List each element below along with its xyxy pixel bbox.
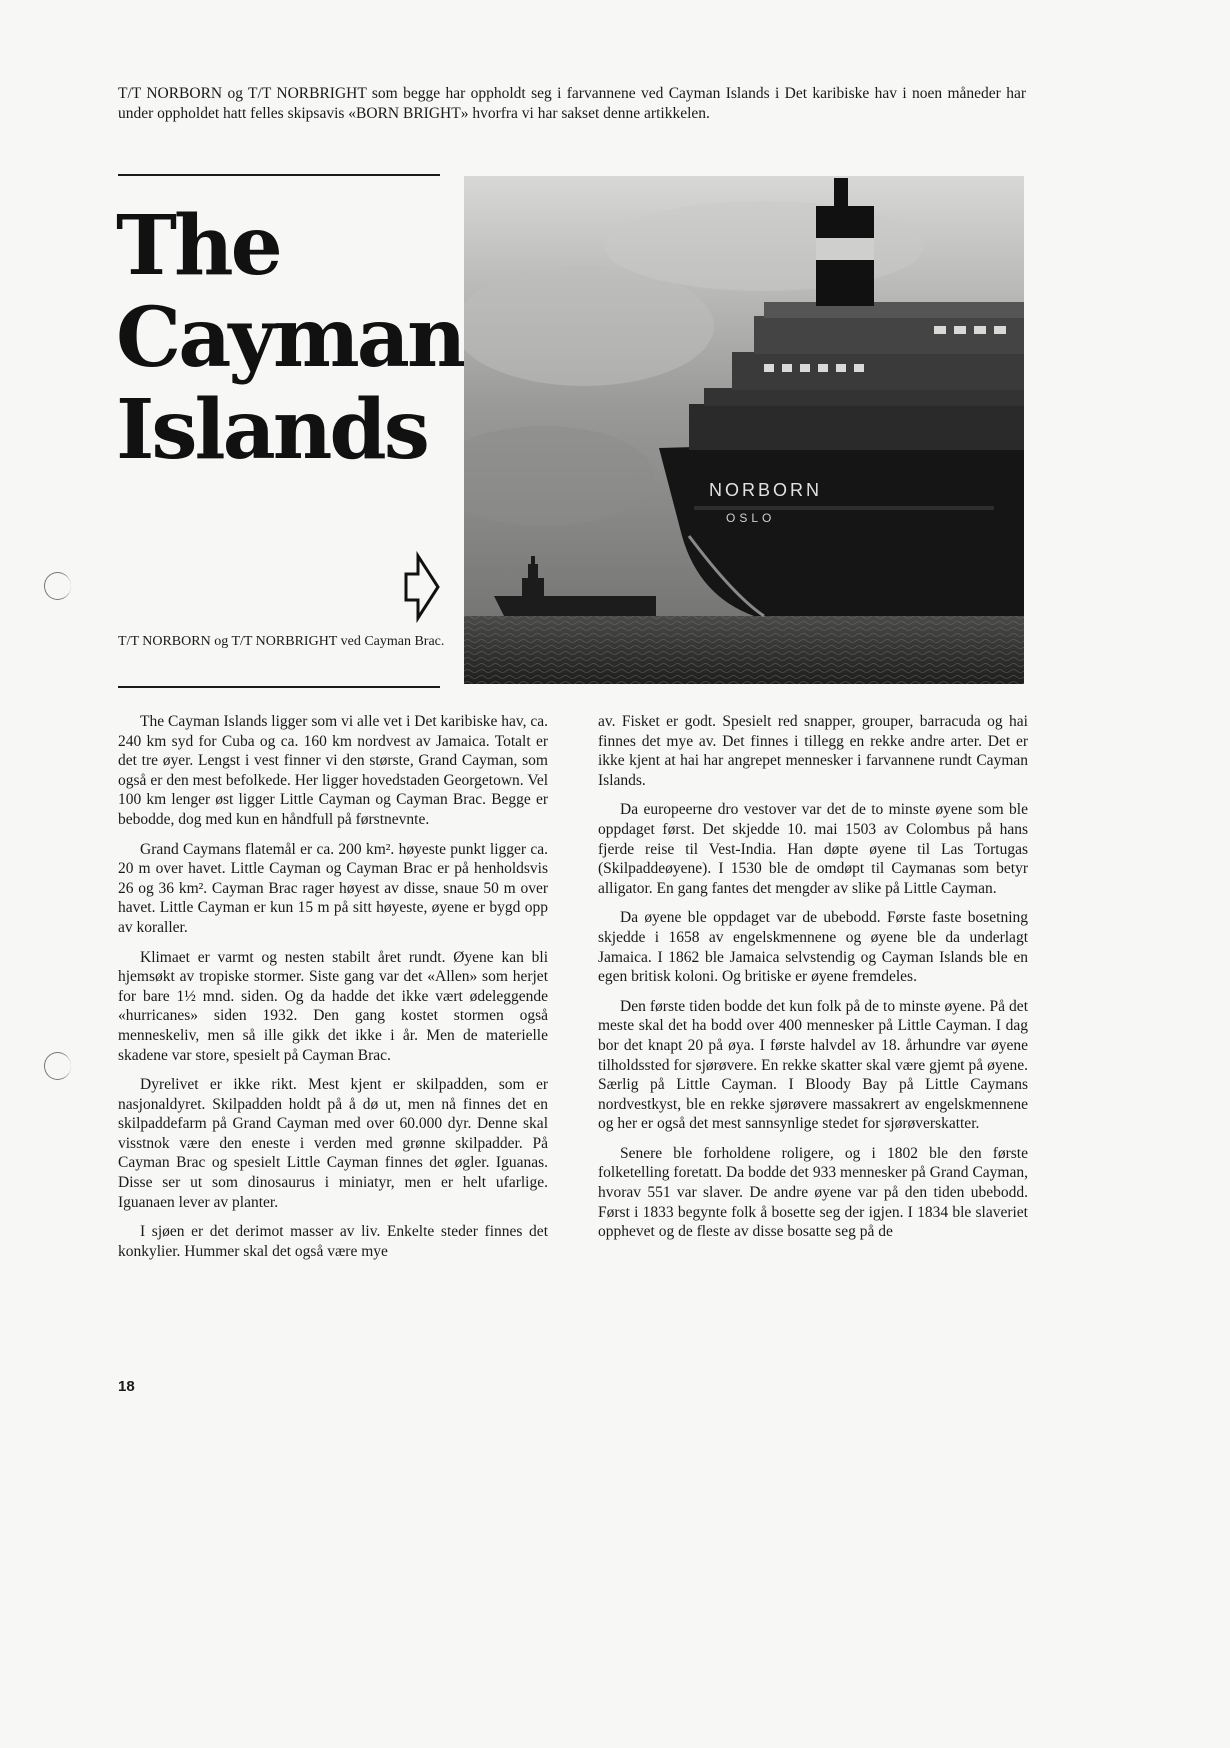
right-paragraph-2: Da europeerne dro vestover var det de to minste øyene som ble oppdaget først. Det skjedde 10. mai 1503 av Colombus på hans fjerde reise til Vest-India. Han døpte øyene til Las Tortugas (Skilpaddeøyene). I 1530 ble de omdøpt til Caymanas som betyr alligator. En gang fantes det mengder av slike på Little Cayman. (598, 801, 1028, 897)
headline (116, 198, 464, 478)
left-paragraph-4: Dyrelivet er ikke rikt. Mest kjent er skilpadden, som er nasjonaldyret. Skilpadden holdt på å dø ut, men nå finnes det en skilpaddefarm på Grand Cayman med over 60.000 dyr. Denne skal visstnok være den eneste i verden med grønne skilpadder. På Cayman Brac og spesielt Little Cayman finnes det øgler. Iguanas. Disse ser ut som dinosaurus i miniatyr, men er helt ufarlige. Iguanaen lever av planter. (118, 1076, 548, 1211)
page-number: 18 (118, 1378, 135, 1395)
binder-hole-mark (44, 572, 71, 600)
intro-paragraph: T/T NORBORN og T/T NORBRIGHT som begge har oppholdt seg i farvannene ved Cayman Islands i Det karibiske hav i noen måneder har under oppholdet hatt felles skipsavis «BORN BRIGHT» hvorfra vi har sakset denne artikkelen. (118, 85, 1026, 122)
ship-name-text: NORBORN (709, 480, 823, 500)
left-paragraph-5: I sjøen er det derimot masser av liv. Enkelte steder finnes det konkylier. Hummer skal det også være mye (118, 1223, 548, 1260)
right-paragraph-5: Senere ble forholdene roligere, og i 1802 ble den første folketelling foretatt. Da bodde det 933 mennesker på Grand Cayman, hvorav 551 var slaver. De andre øyene var på den tiden ubebodd. Først i 1833 begynte folk å bosette seg der igjen. I 1834 ble slaveriet opphevet og de fleste av disse bosatte seg på de (598, 1144, 1028, 1241)
headline-line-3: Islands (116, 382, 427, 478)
right-column (598, 712, 1028, 1252)
right-paragraph-3: Da øyene ble oppdaget var de ubebodd. Første faste bosetning skjedde i 1658 av engelskmennene og øyene ble da underlagt Jamaica. I 1862 ble Jamaica selvstendig og Cayman Islands ble en egen britisk koloni. Og britiske er øyene fremdeles. (598, 909, 1028, 986)
binder-hole-mark (44, 1052, 71, 1080)
arrow-right-icon (400, 550, 444, 624)
headline-line-1: The (116, 198, 280, 294)
tanker-photo (464, 176, 1024, 684)
right-paragraph-4: Den første tiden bodde det kun folk på de to minste øyene. På det meste skal det ha bodd over 400 mennesker på Little Cayman. I dag bor det knapt 20 på øya. I første halvdel av 18. århundre var øyene tilholdssted for sjørøvere. En rekke skatter skal være gjemt på øyene. Særlig på Little Cayman. I Bloody Bay på Little Caymans nordvestkyst, ble en rekke sjørøvere massakrert av engelskmennene og her er også det mest sannsynlige stedet for sjørøverskatter. (598, 997, 1028, 1133)
left-paragraph-1: The Cayman Islands ligger som vi alle vet i Det karibiske hav, ca. 240 km syd for Cuba og ca. 160 km nordvest av Jamaica. Totalt er det tre øyer. Lengst i vest finner vi den største, Grand Cayman, som også er den mest befolkede. Her ligger hovedstaden Georgetown. Vel 100 km lenger øst ligger Little Cayman og Cayman Brac. Begge er bebodde, dog med kun en håndfull på førstnevnte. (118, 713, 548, 828)
headline-line-2: Cayman (116, 290, 464, 386)
left-column (118, 712, 548, 1271)
left-paragraph-2: Grand Caymans flatemål er ca. 200 km². høyeste punkt ligger ca. 20 m over havet. Little Cayman og Cayman Brac er på henholdsvis 26 og 36 km². Cayman Brac rager høyest av disse, snaue 50 m over havet. Little Cayman er kun 15 m på sitt høyeste, øyene er bygd opp av koraller. (118, 840, 548, 936)
ship-port-text: OSLO (726, 511, 776, 525)
rule-bottom (118, 686, 440, 688)
photo-caption: T/T NORBORN og T/T NORBRIGHT ved Cayman Brac. (118, 634, 445, 649)
rule-top (118, 174, 440, 176)
left-paragraph-3: Klimaet er varmt og nesten stabilt året rundt. Øyene kan bli hjemsøkt av tropiske stormer. Siste gang var det «Allen» som herjet for bare 1½ mnd. siden. Og da hadde det ikke vært ødeleggende «hurricanes» siden 1932. Den gang kostet stormen også menneskeliv, men så ille gikk det ikke i år. Men de materielle skadene var store, spesielt på Cayman Brac. (118, 948, 548, 1064)
right-paragraph-1: av. Fisket er godt. Spesielt red snapper, grouper, barracuda og hai finnes det mye av. Det finnes i tillegg en rekke andre arter. Det er ikke kjent at hai har angrepet mennesker i farvannene rundt Cayman Islands. (598, 713, 1028, 789)
